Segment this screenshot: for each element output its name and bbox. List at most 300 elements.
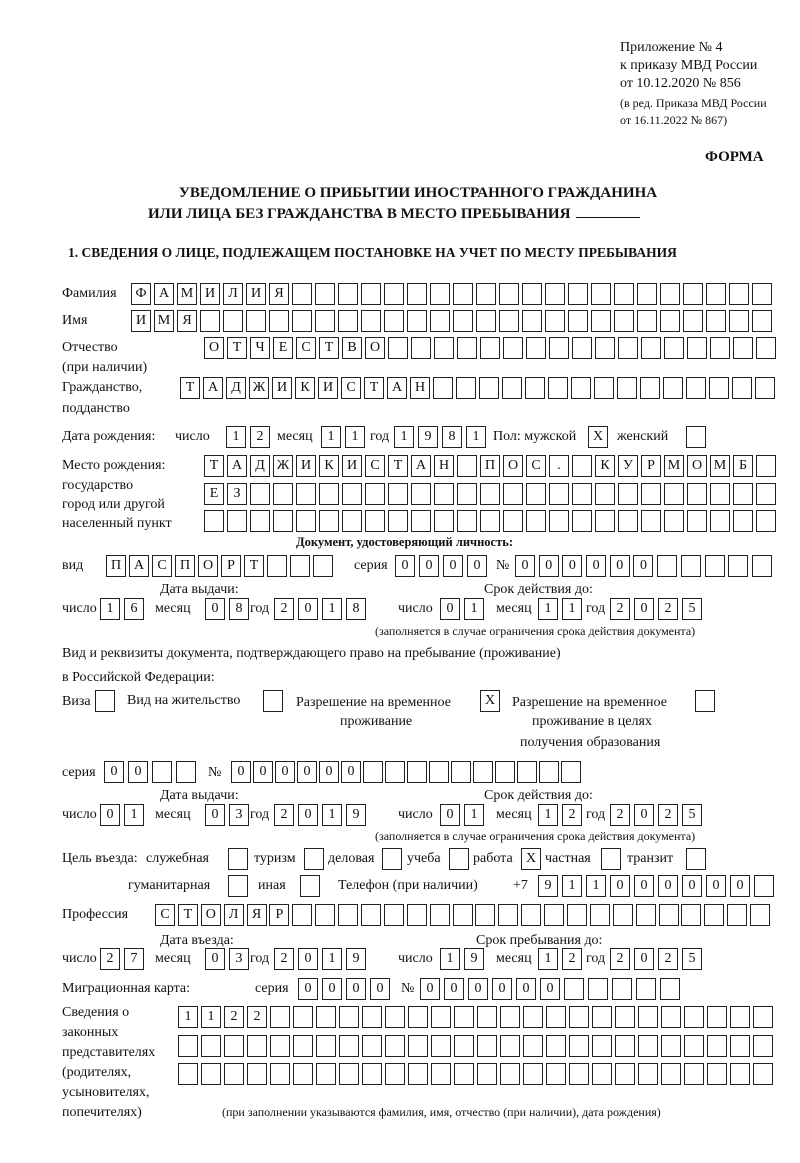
char-box[interactable]: 0 xyxy=(346,978,366,1000)
char-box[interactable] xyxy=(388,510,408,532)
char-box[interactable] xyxy=(500,1006,520,1028)
char-box[interactable] xyxy=(567,904,587,926)
char-box[interactable]: Б xyxy=(733,455,753,477)
char-box[interactable] xyxy=(304,848,324,870)
char-box[interactable] xyxy=(270,1063,290,1085)
char-box[interactable]: 0 xyxy=(706,875,726,897)
char-box[interactable] xyxy=(523,1035,543,1057)
char-box[interactable]: 9 xyxy=(464,948,484,970)
char-box[interactable] xyxy=(453,310,473,332)
char-box[interactable]: 1 xyxy=(226,426,246,448)
char-box[interactable]: П xyxy=(106,555,126,577)
char-box[interactable] xyxy=(710,337,730,359)
char-box[interactable]: 0 xyxy=(443,555,463,577)
char-box[interactable] xyxy=(361,310,381,332)
char-box[interactable] xyxy=(640,377,660,399)
char-box[interactable] xyxy=(293,1035,313,1057)
char-box[interactable]: 2 xyxy=(610,804,630,826)
char-box[interactable] xyxy=(384,283,404,305)
char-box[interactable]: 1 xyxy=(322,804,342,826)
char-box[interactable]: Е xyxy=(273,337,293,359)
char-box[interactable]: 0 xyxy=(586,555,606,577)
char-box[interactable] xyxy=(477,1035,497,1057)
char-box[interactable]: О xyxy=(204,337,224,359)
char-box[interactable] xyxy=(546,1006,566,1028)
char-box[interactable] xyxy=(545,310,565,332)
char-box[interactable]: 0 xyxy=(100,804,120,826)
char-box[interactable] xyxy=(228,848,248,870)
char-box[interactable]: З xyxy=(227,483,247,505)
char-box[interactable]: У xyxy=(618,455,638,477)
char-box[interactable] xyxy=(733,483,753,505)
char-box[interactable] xyxy=(756,510,776,532)
char-box[interactable] xyxy=(733,510,753,532)
char-box[interactable] xyxy=(407,283,427,305)
char-box[interactable]: К xyxy=(595,455,615,477)
char-box[interactable]: 2 xyxy=(274,804,294,826)
char-box[interactable] xyxy=(319,510,339,532)
char-box[interactable]: 1 xyxy=(562,598,582,620)
char-box[interactable] xyxy=(681,555,701,577)
char-box[interactable] xyxy=(313,555,333,577)
char-box[interactable] xyxy=(752,283,772,305)
char-box[interactable]: 1 xyxy=(464,804,484,826)
char-box[interactable]: Я xyxy=(177,310,197,332)
char-box[interactable] xyxy=(561,761,581,783)
char-box[interactable] xyxy=(250,510,270,532)
char-box[interactable]: 2 xyxy=(658,804,678,826)
char-box[interactable] xyxy=(388,337,408,359)
char-box[interactable] xyxy=(709,377,729,399)
char-box[interactable] xyxy=(687,337,707,359)
char-box[interactable] xyxy=(178,1063,198,1085)
char-box[interactable] xyxy=(477,1063,497,1085)
char-box[interactable] xyxy=(316,1035,336,1057)
char-box[interactable] xyxy=(595,510,615,532)
char-box[interactable]: Т xyxy=(204,455,224,477)
char-box[interactable] xyxy=(756,337,776,359)
char-box[interactable]: 1 xyxy=(124,804,144,826)
char-box[interactable]: 0 xyxy=(730,875,750,897)
char-box[interactable] xyxy=(636,904,656,926)
char-box[interactable] xyxy=(756,483,776,505)
char-box[interactable]: 2 xyxy=(224,1006,244,1028)
char-box[interactable] xyxy=(707,1063,727,1085)
char-box[interactable] xyxy=(473,761,493,783)
char-box[interactable] xyxy=(617,377,637,399)
char-box[interactable] xyxy=(385,761,405,783)
char-box[interactable] xyxy=(296,510,316,532)
char-box[interactable] xyxy=(454,1035,474,1057)
char-box[interactable]: 0 xyxy=(682,875,702,897)
char-box[interactable]: 0 xyxy=(275,761,295,783)
char-box[interactable]: 0 xyxy=(610,555,630,577)
char-box[interactable] xyxy=(499,310,519,332)
char-box[interactable] xyxy=(613,904,633,926)
char-box[interactable] xyxy=(663,377,683,399)
char-box[interactable] xyxy=(572,455,592,477)
char-box[interactable] xyxy=(661,1063,681,1085)
char-box[interactable]: 2 xyxy=(274,598,294,620)
char-box[interactable] xyxy=(591,310,611,332)
char-box[interactable] xyxy=(637,310,657,332)
char-box[interactable] xyxy=(495,761,515,783)
char-box[interactable] xyxy=(710,483,730,505)
char-box[interactable] xyxy=(434,510,454,532)
char-box[interactable] xyxy=(382,848,402,870)
char-box[interactable]: Т xyxy=(388,455,408,477)
char-box[interactable] xyxy=(753,1006,773,1028)
char-box[interactable] xyxy=(224,1063,244,1085)
char-box[interactable]: Е xyxy=(204,483,224,505)
char-box[interactable]: 0 xyxy=(467,555,487,577)
char-box[interactable] xyxy=(710,510,730,532)
char-box[interactable] xyxy=(200,310,220,332)
char-box[interactable]: 5 xyxy=(682,598,702,620)
char-box[interactable]: X xyxy=(588,426,608,448)
char-box[interactable] xyxy=(752,555,772,577)
char-box[interactable] xyxy=(263,690,283,712)
char-box[interactable] xyxy=(595,483,615,505)
char-box[interactable] xyxy=(457,483,477,505)
char-box[interactable] xyxy=(300,875,320,897)
char-box[interactable] xyxy=(526,337,546,359)
char-box[interactable] xyxy=(546,1063,566,1085)
char-box[interactable]: 8 xyxy=(229,598,249,620)
char-box[interactable] xyxy=(614,283,634,305)
char-box[interactable] xyxy=(338,283,358,305)
char-box[interactable] xyxy=(591,283,611,305)
char-box[interactable] xyxy=(430,283,450,305)
char-box[interactable]: 2 xyxy=(610,948,630,970)
char-box[interactable] xyxy=(267,555,287,577)
char-box[interactable] xyxy=(572,337,592,359)
char-box[interactable] xyxy=(273,483,293,505)
char-box[interactable] xyxy=(361,904,381,926)
char-box[interactable] xyxy=(363,761,383,783)
char-box[interactable] xyxy=(361,283,381,305)
char-box[interactable] xyxy=(292,904,312,926)
char-box[interactable] xyxy=(315,283,335,305)
char-box[interactable] xyxy=(365,483,385,505)
char-box[interactable] xyxy=(270,1006,290,1028)
char-box[interactable] xyxy=(224,1035,244,1057)
char-box[interactable] xyxy=(385,1063,405,1085)
char-box[interactable]: С xyxy=(155,904,175,926)
char-box[interactable]: 9 xyxy=(346,948,366,970)
char-box[interactable]: 0 xyxy=(634,804,654,826)
char-box[interactable] xyxy=(500,1063,520,1085)
char-box[interactable]: И xyxy=(200,283,220,305)
char-box[interactable] xyxy=(707,1035,727,1057)
char-box[interactable] xyxy=(753,1063,773,1085)
char-box[interactable] xyxy=(660,310,680,332)
char-box[interactable]: 2 xyxy=(250,426,270,448)
char-box[interactable] xyxy=(618,510,638,532)
char-box[interactable] xyxy=(664,483,684,505)
char-box[interactable]: Р xyxy=(641,455,661,477)
char-box[interactable] xyxy=(615,1063,635,1085)
char-box[interactable]: 0 xyxy=(322,978,342,1000)
char-box[interactable] xyxy=(270,1035,290,1057)
char-box[interactable] xyxy=(433,377,453,399)
char-box[interactable] xyxy=(365,510,385,532)
char-box[interactable]: X xyxy=(480,690,500,712)
char-box[interactable]: 1 xyxy=(466,426,486,448)
char-box[interactable]: А xyxy=(387,377,407,399)
char-box[interactable] xyxy=(706,283,726,305)
char-box[interactable]: 0 xyxy=(205,598,225,620)
char-box[interactable] xyxy=(201,1035,221,1057)
char-box[interactable] xyxy=(431,1006,451,1028)
char-box[interactable] xyxy=(431,1035,451,1057)
char-box[interactable] xyxy=(273,510,293,532)
char-box[interactable]: 2 xyxy=(562,948,582,970)
char-box[interactable]: 1 xyxy=(322,598,342,620)
char-box[interactable]: М xyxy=(177,283,197,305)
char-box[interactable]: 0 xyxy=(444,978,464,1000)
char-box[interactable]: К xyxy=(319,455,339,477)
char-box[interactable] xyxy=(477,1006,497,1028)
char-box[interactable] xyxy=(684,1063,704,1085)
char-box[interactable]: 0 xyxy=(420,978,440,1000)
char-box[interactable] xyxy=(732,377,752,399)
char-box[interactable] xyxy=(539,761,559,783)
char-box[interactable]: . xyxy=(549,455,569,477)
char-box[interactable] xyxy=(569,1063,589,1085)
char-box[interactable]: 0 xyxy=(231,761,251,783)
char-box[interactable]: С xyxy=(341,377,361,399)
char-box[interactable] xyxy=(564,978,584,1000)
char-box[interactable] xyxy=(601,848,621,870)
char-box[interactable] xyxy=(704,904,724,926)
char-box[interactable]: 0 xyxy=(633,555,653,577)
char-box[interactable] xyxy=(431,1063,451,1085)
char-box[interactable] xyxy=(411,510,431,532)
char-box[interactable] xyxy=(250,483,270,505)
char-box[interactable] xyxy=(339,1006,359,1028)
char-box[interactable]: 0 xyxy=(515,555,535,577)
char-box[interactable]: 0 xyxy=(516,978,536,1000)
char-box[interactable] xyxy=(636,978,656,1000)
char-box[interactable] xyxy=(684,1006,704,1028)
char-box[interactable] xyxy=(316,1006,336,1028)
char-box[interactable] xyxy=(641,483,661,505)
char-box[interactable]: 3 xyxy=(229,948,249,970)
char-box[interactable] xyxy=(549,510,569,532)
char-box[interactable] xyxy=(388,483,408,505)
char-box[interactable] xyxy=(664,337,684,359)
char-box[interactable] xyxy=(615,1035,635,1057)
char-box[interactable] xyxy=(525,377,545,399)
char-box[interactable]: А xyxy=(203,377,223,399)
char-box[interactable] xyxy=(430,310,450,332)
char-box[interactable] xyxy=(339,1035,359,1057)
char-box[interactable] xyxy=(296,483,316,505)
char-box[interactable]: Р xyxy=(269,904,289,926)
char-box[interactable]: Т xyxy=(364,377,384,399)
char-box[interactable] xyxy=(614,310,634,332)
char-box[interactable]: Л xyxy=(224,904,244,926)
char-box[interactable] xyxy=(228,875,248,897)
char-box[interactable]: 0 xyxy=(253,761,273,783)
char-box[interactable] xyxy=(612,978,632,1000)
char-box[interactable] xyxy=(569,1006,589,1028)
char-box[interactable] xyxy=(569,1035,589,1057)
char-box[interactable] xyxy=(503,510,523,532)
char-box[interactable]: П xyxy=(480,455,500,477)
char-box[interactable]: 0 xyxy=(492,978,512,1000)
char-box[interactable]: 9 xyxy=(346,804,366,826)
char-box[interactable]: Н xyxy=(434,455,454,477)
char-box[interactable] xyxy=(411,483,431,505)
char-box[interactable]: X xyxy=(521,848,541,870)
char-box[interactable]: 0 xyxy=(319,761,339,783)
char-box[interactable] xyxy=(500,1035,520,1057)
char-box[interactable] xyxy=(549,483,569,505)
char-box[interactable] xyxy=(523,1063,543,1085)
char-box[interactable] xyxy=(152,761,172,783)
char-box[interactable] xyxy=(686,848,706,870)
char-box[interactable] xyxy=(227,510,247,532)
char-box[interactable]: 0 xyxy=(658,875,678,897)
char-box[interactable] xyxy=(592,1035,612,1057)
char-box[interactable] xyxy=(526,483,546,505)
char-box[interactable] xyxy=(429,761,449,783)
char-box[interactable] xyxy=(544,904,564,926)
char-box[interactable]: 1 xyxy=(562,875,582,897)
char-box[interactable]: 1 xyxy=(538,948,558,970)
char-box[interactable]: С xyxy=(296,337,316,359)
char-box[interactable]: 2 xyxy=(610,598,630,620)
char-box[interactable] xyxy=(664,510,684,532)
char-box[interactable] xyxy=(362,1063,382,1085)
char-box[interactable]: 2 xyxy=(247,1006,267,1028)
char-box[interactable]: А xyxy=(411,455,431,477)
char-box[interactable]: П xyxy=(175,555,195,577)
char-box[interactable]: 0 xyxy=(562,555,582,577)
char-box[interactable] xyxy=(362,1006,382,1028)
char-box[interactable]: 0 xyxy=(468,978,488,1000)
char-box[interactable] xyxy=(641,510,661,532)
char-box[interactable] xyxy=(521,904,541,926)
char-box[interactable] xyxy=(385,1035,405,1057)
char-box[interactable]: Р xyxy=(221,555,241,577)
char-box[interactable]: 7 xyxy=(124,948,144,970)
char-box[interactable]: 0 xyxy=(540,978,560,1000)
char-box[interactable]: С xyxy=(152,555,172,577)
char-box[interactable] xyxy=(687,483,707,505)
char-box[interactable] xyxy=(454,1063,474,1085)
char-box[interactable] xyxy=(454,1006,474,1028)
char-box[interactable] xyxy=(733,337,753,359)
char-box[interactable] xyxy=(408,1035,428,1057)
char-box[interactable]: О xyxy=(198,555,218,577)
char-box[interactable] xyxy=(315,310,335,332)
char-box[interactable] xyxy=(480,483,500,505)
char-box[interactable] xyxy=(293,1006,313,1028)
char-box[interactable]: Н xyxy=(410,377,430,399)
char-box[interactable]: Ж xyxy=(249,377,269,399)
char-box[interactable] xyxy=(503,483,523,505)
char-box[interactable] xyxy=(683,283,703,305)
char-box[interactable] xyxy=(750,904,770,926)
char-box[interactable]: 1 xyxy=(321,426,341,448)
char-box[interactable] xyxy=(638,1006,658,1028)
char-box[interactable]: 9 xyxy=(538,875,558,897)
char-box[interactable]: А xyxy=(227,455,247,477)
char-box[interactable] xyxy=(499,283,519,305)
char-box[interactable] xyxy=(457,337,477,359)
char-box[interactable] xyxy=(407,761,427,783)
char-box[interactable]: 1 xyxy=(201,1006,221,1028)
char-box[interactable]: 0 xyxy=(205,804,225,826)
char-box[interactable] xyxy=(517,761,537,783)
char-box[interactable]: 0 xyxy=(634,948,654,970)
char-box[interactable] xyxy=(95,690,115,712)
char-box[interactable] xyxy=(338,904,358,926)
char-box[interactable]: 2 xyxy=(562,804,582,826)
char-box[interactable] xyxy=(178,1035,198,1057)
char-box[interactable] xyxy=(290,555,310,577)
char-box[interactable]: С xyxy=(526,455,546,477)
char-box[interactable] xyxy=(362,1035,382,1057)
char-box[interactable]: С xyxy=(365,455,385,477)
char-box[interactable] xyxy=(684,1035,704,1057)
char-box[interactable] xyxy=(572,510,592,532)
char-box[interactable] xyxy=(706,310,726,332)
char-box[interactable]: М xyxy=(664,455,684,477)
char-box[interactable] xyxy=(755,377,775,399)
char-box[interactable]: 1 xyxy=(345,426,365,448)
char-box[interactable] xyxy=(434,483,454,505)
char-box[interactable] xyxy=(223,310,243,332)
char-box[interactable] xyxy=(457,455,477,477)
char-box[interactable] xyxy=(683,310,703,332)
char-box[interactable]: И xyxy=(272,377,292,399)
char-box[interactable] xyxy=(407,310,427,332)
char-box[interactable]: И xyxy=(131,310,151,332)
char-box[interactable] xyxy=(247,1063,267,1085)
char-box[interactable] xyxy=(695,690,715,712)
char-box[interactable] xyxy=(502,377,522,399)
char-box[interactable]: 0 xyxy=(298,598,318,620)
char-box[interactable]: 0 xyxy=(610,875,630,897)
char-box[interactable]: О xyxy=(365,337,385,359)
char-box[interactable]: Д xyxy=(226,377,246,399)
char-box[interactable] xyxy=(434,337,454,359)
char-box[interactable] xyxy=(453,283,473,305)
char-box[interactable] xyxy=(503,337,523,359)
char-box[interactable] xyxy=(479,377,499,399)
char-box[interactable] xyxy=(338,310,358,332)
char-box[interactable] xyxy=(615,1006,635,1028)
char-box[interactable] xyxy=(592,1006,612,1028)
char-box[interactable] xyxy=(727,904,747,926)
char-box[interactable] xyxy=(638,1035,658,1057)
char-box[interactable] xyxy=(476,283,496,305)
char-box[interactable] xyxy=(407,904,427,926)
char-box[interactable] xyxy=(753,1035,773,1057)
char-box[interactable] xyxy=(408,1063,428,1085)
char-box[interactable] xyxy=(549,337,569,359)
char-box[interactable] xyxy=(342,483,362,505)
char-box[interactable] xyxy=(475,904,495,926)
char-box[interactable]: 2 xyxy=(658,948,678,970)
char-box[interactable] xyxy=(548,377,568,399)
char-box[interactable]: К xyxy=(295,377,315,399)
char-box[interactable]: Т xyxy=(227,337,247,359)
